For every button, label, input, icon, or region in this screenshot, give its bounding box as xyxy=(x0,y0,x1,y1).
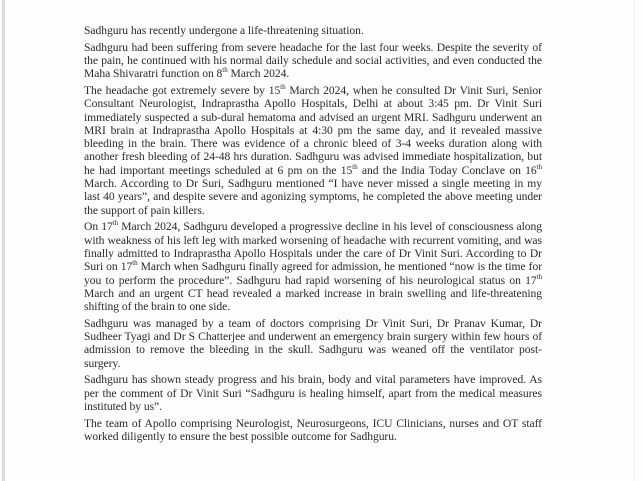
paragraph-surgery: Sadhguru was managed by a team of doctors comprising Dr Vinit Suri, Dr Pranav Kumar, Dr Sudheer Tyagi and Dr S Chatterjee and underwent an emergency brain surgery within few hours of admission to remove the bleeding in the skull. Sadhguru was weaned off the ventilator post-surgery. xyxy=(84,316,542,370)
paragraph-headache-history: Sadhguru had been suffering from severe headache for the last four weeks. Despite the severity of the pain, he continued with his normal daily schedule and social activities, and even conducted the Maha Shivaratri function on 8th March 2024. xyxy=(84,40,542,81)
paragraph-diagnosis: The headache got extremely severe by 15th March 2024, when he consulted Dr Vinit Suri, Senior Consultant Neurologist, Indraprastha Apollo Hospitals, Delhi at about 3:45 pm. Dr Vinit Suri immediately suspected a sub-dural hematoma and advised an urgent MRI. Sadhguru underwent an MRI brain at Indraprastha Apollo Hospitals at 4:30 pm the same day, and it revealed massive bleeding in the brain. There was evidence of a chronic bleed of 3-4 weeks duration along with another fresh bleeding of 24-48 hrs duration. Sadhguru was advised immediate hospitalization, but he had important meetings scheduled at 6 pm on the 15th and the India Today Conclave on 16th March. According to Dr Suri, Sadhguru mentioned “I have never missed a single meeting in my last 40 years”, and despite severe and agonizing symptoms, he completed the above meeting under the support of pain killers. xyxy=(84,83,542,217)
page-edge-left xyxy=(2,0,5,481)
document-body xyxy=(84,24,542,447)
paragraph-team: The team of Apollo comprising Neurologist, Neurosurgeons, ICU Clinicians, nurses and OT staff worked diligently to ensure the best possible outcome for Sadhguru. xyxy=(84,416,542,443)
paragraph-progress: Sadhguru has shown steady progress and his brain, body and vital parameters have improved. As per the comment of Dr Vinit Suri “Sadhguru is healing himself, apart from the medical measures instituted by us”. xyxy=(84,373,542,413)
paragraph-admission: On 17th March 2024, Sadhguru developed a progressive decline in his level of consciousness along with weakness of his left leg with marked worsening of headache with recurrent vomiting, and was finally admitted to Indraprastha Apollo Hospitals under the care of Dr Vinit Suri. According to Dr Suri on 17th March when Sadhguru finally agreed for admission, he mentioned “now is the time for you to perform the procedure”. Sadhguru had rapid worsening of his neurological status on 17th March and an urgent CT head revealed a marked increase in brain swelling and life-threatening shifting of the brain to one side. xyxy=(84,219,543,314)
page-edge-right xyxy=(633,0,635,481)
paragraph-intro: Sadhguru has recently undergone a life-threatening situation. xyxy=(84,24,364,37)
